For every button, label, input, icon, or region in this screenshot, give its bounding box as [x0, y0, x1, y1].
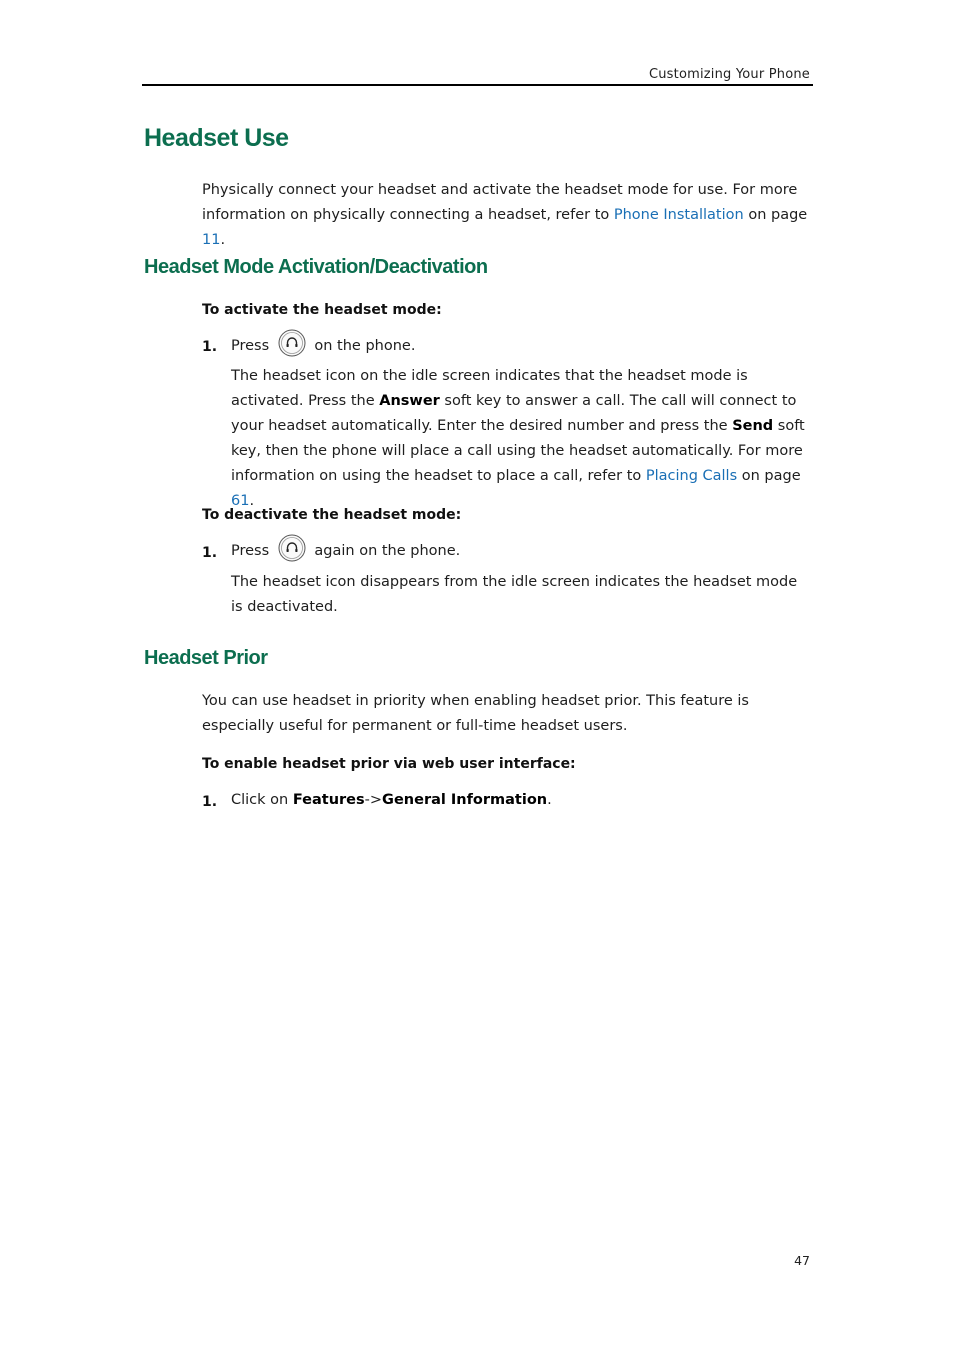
link-phone-installation[interactable]: Phone Installation: [613, 207, 744, 223]
deactivate-step: Press again on the phone.: [231, 539, 811, 564]
section-title-activation: Headset Mode Activation/Deactivation: [144, 256, 488, 278]
prior-intro: You can use headset in priority when enabling headset prior. This feature is especially useful for permanent or full-time headset users.: [202, 693, 749, 734]
procedure-heading-activate: To activate the headset mode:: [202, 302, 442, 318]
step-number: 1.: [202, 339, 218, 355]
deactivate-description: The headset icon disappears from the idle screen indicates the headset mode is deactivated.: [231, 574, 798, 615]
activate-description: The headset icon on the idle screen indicates that the headset mode is activated. Press the Answer soft key to answer a call. The call will connect to your headset automatically. Enter the desired number and press the Send soft key, then the phone will place a call using the headset automatically. For more information on using the headset to place a call, refer to Placing Calls on page 61.: [231, 368, 805, 509]
link-page-61[interactable]: 61: [231, 493, 250, 509]
softkey-send: Send: [732, 418, 774, 434]
header-rule: [142, 84, 813, 86]
menu-general-information: General Information: [382, 792, 548, 808]
activate-step: Press on the phone.: [231, 334, 811, 359]
prior-step: Click on Features->General Information.: [231, 792, 552, 808]
page-number: 47: [794, 1253, 810, 1268]
section-title-headset-prior: Headset Prior: [144, 647, 268, 669]
intro-paragraph: Physically connect your headset and activate the headset mode for use. For more information on physically connecting a headset, refer to Phone Installation on page 11.: [202, 182, 808, 248]
step-number: 1.: [202, 794, 218, 810]
menu-features: Features: [292, 792, 365, 808]
headset-key-icon: [278, 329, 306, 357]
procedure-heading-deactivate: To deactivate the headset mode:: [202, 507, 462, 523]
link-page-11[interactable]: 11: [202, 232, 221, 248]
softkey-answer: Answer: [379, 393, 440, 409]
headset-key-icon: [278, 534, 306, 562]
step-number: 1.: [202, 545, 218, 561]
link-placing-calls[interactable]: Placing Calls: [645, 468, 738, 484]
running-header: Customizing Your Phone: [648, 67, 810, 82]
section-title-headset-use: Headset Use: [144, 124, 289, 152]
procedure-heading-prior: To enable headset prior via web user interface:: [202, 756, 576, 772]
